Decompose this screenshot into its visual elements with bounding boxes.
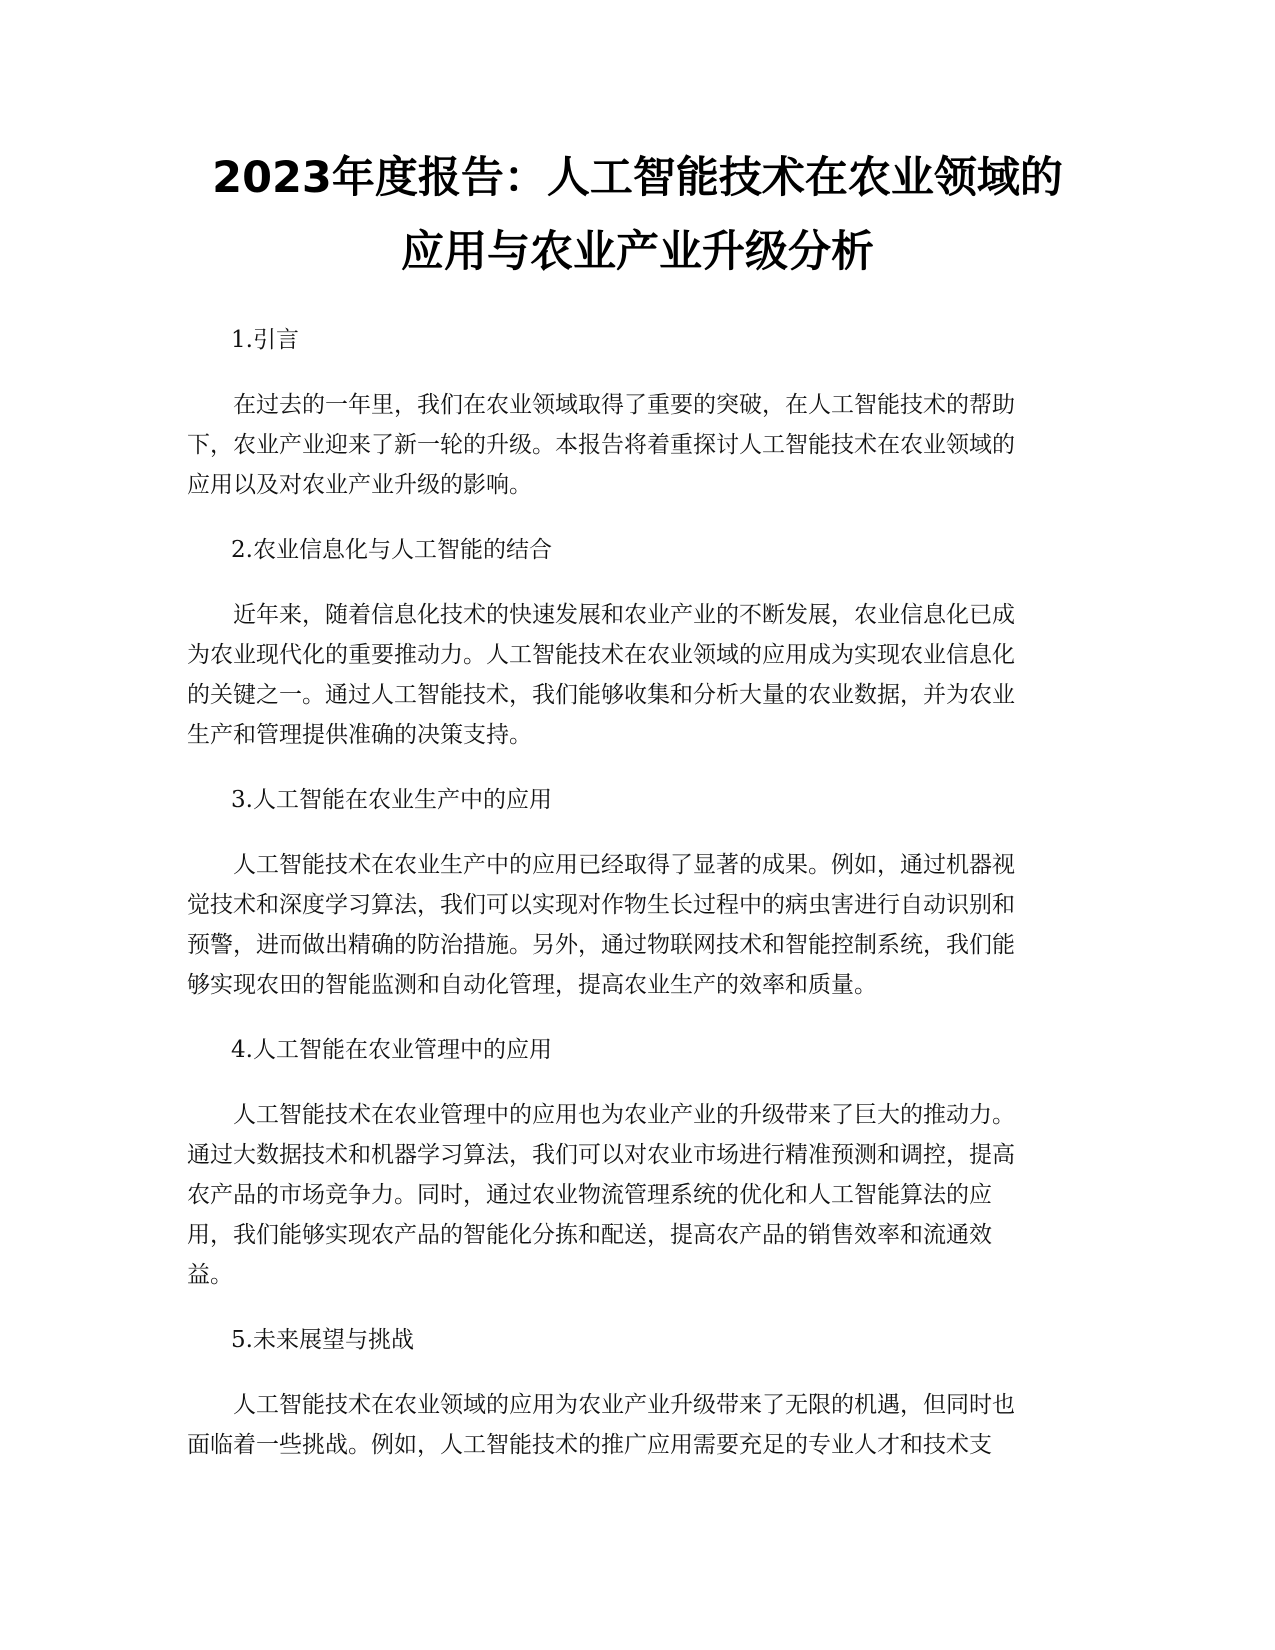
paragraph-line: 面临着一些挑战。例如，人工智能技术的推广应用需要充足的专业人才和技术支 — [187, 1432, 992, 1458]
section-paragraph-informatization — [187, 595, 1087, 755]
section-heading-introduction: 1.引言 — [231, 327, 299, 353]
document-title-line-1: 2023年度报告：人工智能技术在农业领域的 — [212, 153, 1063, 203]
paragraph-line: 人工智能技术在农业管理中的应用也为农业产业的升级带来了巨大的推动力。 — [233, 1102, 1015, 1128]
paragraph-line: 为农业现代化的重要推动力。人工智能技术在农业领域的应用成为实现农业信息化 — [187, 642, 1015, 668]
paragraph-line: 预警，进而做出精确的防治措施。另外，通过物联网技术和智能控制系统，我们能 — [187, 932, 1015, 958]
section-heading-management: 4.人工智能在农业管理中的应用 — [231, 1037, 552, 1063]
paragraph-line: 农产品的市场竞争力。同时，通过农业物流管理系统的优化和人工智能算法的应 — [187, 1182, 992, 1208]
paragraph-line: 够实现农田的智能监测和自动化管理，提高农业生产的效率和质量。 — [187, 972, 877, 998]
section-paragraph-production — [187, 845, 1087, 1005]
section-paragraph-management — [187, 1095, 1087, 1295]
paragraph-line: 人工智能技术在农业生产中的应用已经取得了显著的成果。例如，通过机器视 — [233, 852, 1015, 878]
section-heading-outlook: 5.未来展望与挑战 — [231, 1327, 414, 1353]
paragraph-line: 的关键之一。通过人工智能技术，我们能够收集和分析大量的农业数据，并为农业 — [187, 682, 1015, 708]
paragraph-line: 生产和管理提供准确的决策支持。 — [187, 722, 532, 748]
paragraph-line: 应用以及对农业产业升级的影响。 — [187, 472, 532, 498]
section-paragraph-introduction — [187, 385, 1087, 505]
section-heading-production: 3.人工智能在农业生产中的应用 — [231, 787, 552, 813]
section-paragraph-outlook — [187, 1385, 1087, 1465]
paragraph-line: 下，农业产业迎来了新一轮的升级。本报告将着重探讨人工智能技术在农业领域的 — [187, 432, 1015, 458]
section-heading-informatization: 2.农业信息化与人工智能的结合 — [231, 537, 552, 563]
paragraph-line: 觉技术和深度学习算法，我们可以实现对作物生长过程中的病虫害进行自动识别和 — [187, 892, 1015, 918]
paragraph-line: 在过去的一年里，我们在农业领域取得了重要的突破，在人工智能技术的帮助 — [233, 392, 1015, 418]
paragraph-line: 人工智能技术在农业领域的应用为农业产业升级带来了无限的机遇，但同时也 — [233, 1392, 1015, 1418]
paragraph-line: 近年来，随着信息化技术的快速发展和农业产业的不断发展，农业信息化已成 — [233, 602, 1015, 628]
paragraph-line: 益。 — [187, 1262, 233, 1288]
paragraph-line: 通过大数据技术和机器学习算法，我们可以对农业市场进行精准预测和调控，提高 — [187, 1142, 1015, 1168]
document-body — [187, 320, 1087, 1465]
document-title-line-2: 应用与农业产业升级分析 — [401, 227, 874, 277]
paragraph-line: 用，我们能够实现农产品的智能化分拣和配送，提高农产品的销售效率和流通效 — [187, 1222, 992, 1248]
